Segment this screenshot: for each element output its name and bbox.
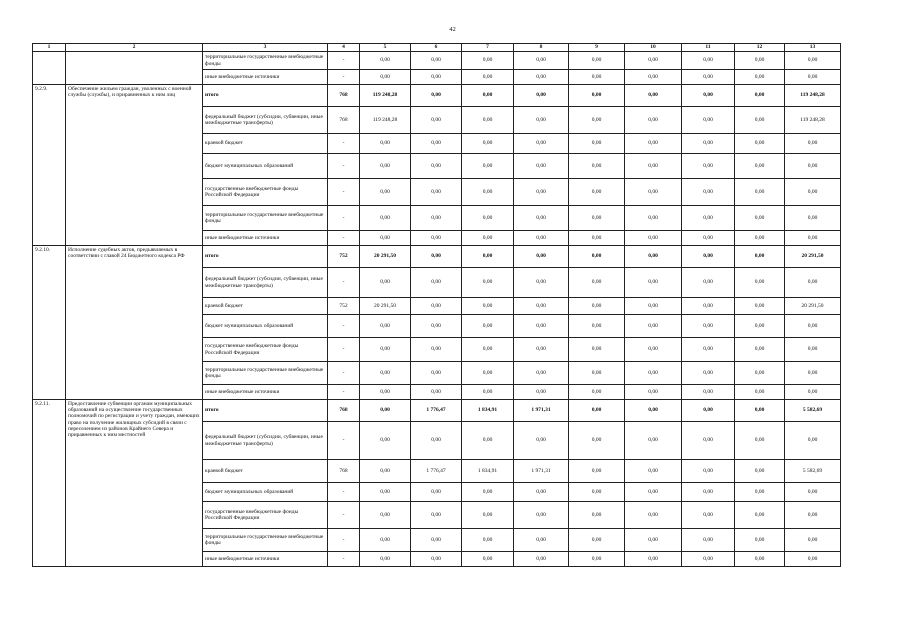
amount-cell: 0,00 bbox=[785, 134, 841, 154]
amount-cell: 0,00 bbox=[682, 385, 735, 400]
measure-code: 9.2.9. bbox=[33, 85, 66, 246]
amount-cell: 0,00 bbox=[682, 134, 735, 154]
funding-source: государственные внебюджетные фонды Российской Федерации bbox=[203, 179, 328, 206]
amount-cell: 0,00 bbox=[514, 134, 569, 154]
amount-cell: 0,00 bbox=[462, 134, 514, 154]
amount-cell: 5 582,69 bbox=[785, 460, 841, 483]
amount-cell: 0,00 bbox=[411, 107, 462, 134]
amount-cell: 0,00 bbox=[625, 385, 682, 400]
amount-cell: 0,00 bbox=[514, 338, 569, 362]
amount-cell: 0,00 bbox=[682, 460, 735, 483]
amount-cell: 0,00 bbox=[625, 85, 682, 107]
amount-cell: 0,00 bbox=[735, 70, 785, 85]
amount-cell: 119 248,28 bbox=[360, 85, 411, 107]
amount-cell: 0,00 bbox=[625, 315, 682, 338]
amount-cell: 0,00 bbox=[625, 107, 682, 134]
amount-cell: 20 291,50 bbox=[785, 298, 841, 315]
funding-source: краевой бюджет bbox=[203, 298, 328, 315]
amount-cell: 0,00 bbox=[411, 529, 462, 552]
amount-cell: 0,00 bbox=[569, 85, 625, 107]
amount-cell: 0,00 bbox=[625, 502, 682, 529]
amount-cell: 0,00 bbox=[514, 298, 569, 315]
funding-source: бюджет муниципальных образований bbox=[203, 483, 328, 502]
amount-cell: 0,00 bbox=[360, 134, 411, 154]
amount-cell: 0,00 bbox=[735, 206, 785, 231]
amount-cell: 0,00 bbox=[569, 107, 625, 134]
measure-code: 9.2.11. bbox=[33, 400, 66, 567]
budget-code: 752 bbox=[328, 246, 360, 268]
header-cell: 3 bbox=[203, 44, 328, 52]
budget-code: - bbox=[328, 268, 360, 298]
amount-cell: 0,00 bbox=[735, 246, 785, 268]
budget-code: - bbox=[328, 338, 360, 362]
amount-cell: 0,00 bbox=[360, 70, 411, 85]
amount-cell: 0,00 bbox=[785, 529, 841, 552]
amount-cell: 0,00 bbox=[625, 422, 682, 460]
amount-cell: 0,00 bbox=[514, 85, 569, 107]
amount-cell: 0,00 bbox=[569, 460, 625, 483]
amount-cell: 0,00 bbox=[682, 529, 735, 552]
amount-cell: 0,00 bbox=[625, 179, 682, 206]
amount-cell: 0,00 bbox=[514, 529, 569, 552]
amount-cell: 0,00 bbox=[735, 385, 785, 400]
amount-cell: 0,00 bbox=[735, 85, 785, 107]
amount-cell: 0,00 bbox=[462, 552, 514, 567]
amount-cell: 0,00 bbox=[360, 231, 411, 246]
amount-cell: 0,00 bbox=[462, 107, 514, 134]
amount-cell: 0,00 bbox=[360, 460, 411, 483]
amount-cell: 0,00 bbox=[682, 52, 735, 70]
amount-cell: 0,00 bbox=[625, 206, 682, 231]
amount-cell: 0,00 bbox=[682, 483, 735, 502]
budget-code: - bbox=[328, 206, 360, 231]
amount-cell: 0,00 bbox=[735, 52, 785, 70]
amount-cell: 20 291,50 bbox=[360, 298, 411, 315]
amount-cell: 0,00 bbox=[411, 315, 462, 338]
amount-cell: 0,00 bbox=[569, 70, 625, 85]
amount-cell: 0,00 bbox=[462, 385, 514, 400]
amount-cell: 5 582,69 bbox=[785, 400, 841, 422]
amount-cell: 0,00 bbox=[735, 179, 785, 206]
budget-code: - bbox=[328, 483, 360, 502]
amount-cell: 0,00 bbox=[462, 315, 514, 338]
funding-source: бюджет муниципальных образований bbox=[203, 154, 328, 179]
amount-cell: 0,00 bbox=[462, 298, 514, 315]
header-cell: 6 bbox=[411, 44, 462, 52]
budget-code: - bbox=[328, 70, 360, 85]
amount-cell: 0,00 bbox=[625, 52, 682, 70]
header-cell: 9 bbox=[569, 44, 625, 52]
funding-source: итого bbox=[203, 400, 328, 422]
amount-cell: 0,00 bbox=[462, 362, 514, 385]
budget-code: - bbox=[328, 502, 360, 529]
amount-cell: 0,00 bbox=[735, 552, 785, 567]
amount-cell: 0,00 bbox=[625, 460, 682, 483]
amount-cell: 0,00 bbox=[785, 338, 841, 362]
page-number: 42 bbox=[449, 26, 456, 33]
amount-cell: 0,00 bbox=[360, 52, 411, 70]
header-cell: 5 bbox=[360, 44, 411, 52]
amount-cell: 0,00 bbox=[682, 268, 735, 298]
amount-cell: 1 834,91 bbox=[462, 400, 514, 422]
amount-cell: 119 248,28 bbox=[785, 107, 841, 134]
amount-cell: 0,00 bbox=[735, 107, 785, 134]
amount-cell: 0,00 bbox=[514, 107, 569, 134]
amount-cell: 0,00 bbox=[360, 206, 411, 231]
budget-code: - bbox=[328, 385, 360, 400]
amount-cell: 0,00 bbox=[625, 552, 682, 567]
amount-cell: 0,00 bbox=[411, 298, 462, 315]
funding-source: краевой бюджет bbox=[203, 134, 328, 154]
budget-code: - bbox=[328, 315, 360, 338]
budget-code: - bbox=[328, 134, 360, 154]
amount-cell: 0,00 bbox=[682, 400, 735, 422]
amount-cell: 0,00 bbox=[785, 52, 841, 70]
amount-cell: 0,00 bbox=[514, 246, 569, 268]
amount-cell: 0,00 bbox=[682, 422, 735, 460]
budget-code: - bbox=[328, 52, 360, 70]
budget-code: 768 bbox=[328, 400, 360, 422]
amount-cell: 0,00 bbox=[785, 362, 841, 385]
budget-code: - bbox=[328, 422, 360, 460]
amount-cell: 0,00 bbox=[514, 154, 569, 179]
amount-cell: 0,00 bbox=[411, 85, 462, 107]
funding-source: иные внебюджетные источники bbox=[203, 70, 328, 85]
amount-cell: 0,00 bbox=[514, 385, 569, 400]
amount-cell: 0,00 bbox=[411, 422, 462, 460]
funding-source: федеральный бюджет (субсидии, субвенции, иные межбюджетные трансферты) bbox=[203, 422, 328, 460]
amount-cell: 0,00 bbox=[569, 502, 625, 529]
amount-cell: 0,00 bbox=[514, 362, 569, 385]
amount-cell: 0,00 bbox=[785, 154, 841, 179]
amount-cell: 0,00 bbox=[625, 529, 682, 552]
amount-cell: 1 776,47 bbox=[411, 400, 462, 422]
amount-cell: 0,00 bbox=[462, 85, 514, 107]
amount-cell: 20 291,50 bbox=[785, 246, 841, 268]
amount-cell: 0,00 bbox=[514, 483, 569, 502]
measure-name bbox=[66, 52, 203, 85]
amount-cell: 0,00 bbox=[785, 422, 841, 460]
amount-cell: 0,00 bbox=[682, 85, 735, 107]
amount-cell: 0,00 bbox=[569, 52, 625, 70]
funding-source: иные внебюджетные источники bbox=[203, 552, 328, 567]
header-cell: 13 bbox=[785, 44, 841, 52]
amount-cell: 0,00 bbox=[682, 552, 735, 567]
header-cell: 4 bbox=[328, 44, 360, 52]
amount-cell: 0,00 bbox=[682, 179, 735, 206]
amount-cell: 0,00 bbox=[411, 385, 462, 400]
amount-cell: 0,00 bbox=[514, 552, 569, 567]
amount-cell: 0,00 bbox=[682, 362, 735, 385]
amount-cell: 0,00 bbox=[360, 362, 411, 385]
amount-cell: 0,00 bbox=[785, 206, 841, 231]
amount-cell: 0,00 bbox=[514, 206, 569, 231]
amount-cell: 0,00 bbox=[682, 315, 735, 338]
amount-cell: 0,00 bbox=[360, 315, 411, 338]
amount-cell: 0,00 bbox=[411, 52, 462, 70]
amount-cell: 0,00 bbox=[735, 298, 785, 315]
amount-cell: 0,00 bbox=[411, 502, 462, 529]
amount-cell: 0,00 bbox=[625, 338, 682, 362]
amount-cell: 0,00 bbox=[360, 529, 411, 552]
amount-cell: 0,00 bbox=[682, 231, 735, 246]
amount-cell: 0,00 bbox=[462, 338, 514, 362]
amount-cell: 0,00 bbox=[682, 107, 735, 134]
funding-source: иные внебюджетные источники bbox=[203, 385, 328, 400]
amount-cell: 0,00 bbox=[569, 298, 625, 315]
amount-cell: 0,00 bbox=[569, 231, 625, 246]
funding-source: федеральный бюджет (субсидии, субвенции, иные межбюджетные трансферты) bbox=[203, 107, 328, 134]
amount-cell: 0,00 bbox=[682, 298, 735, 315]
amount-cell: 0,00 bbox=[514, 422, 569, 460]
amount-cell: 0,00 bbox=[514, 52, 569, 70]
amount-cell: 0,00 bbox=[462, 529, 514, 552]
amount-cell: 0,00 bbox=[625, 362, 682, 385]
amount-cell: 0,00 bbox=[411, 268, 462, 298]
amount-cell: 0,00 bbox=[625, 246, 682, 268]
budget-code: - bbox=[328, 552, 360, 567]
amount-cell: 0,00 bbox=[735, 460, 785, 483]
amount-cell: 0,00 bbox=[360, 154, 411, 179]
amount-cell: 0,00 bbox=[682, 154, 735, 179]
funding-source: государственные внебюджетные фонды Российской Федерации bbox=[203, 502, 328, 529]
amount-cell: 0,00 bbox=[411, 70, 462, 85]
funding-source: итого bbox=[203, 85, 328, 107]
amount-cell: 0,00 bbox=[785, 231, 841, 246]
budget-code: - bbox=[328, 179, 360, 206]
amount-cell: 0,00 bbox=[462, 52, 514, 70]
funding-source: федеральный бюджет (субсидии, субвенции, иные межбюджетные трансферты) bbox=[203, 268, 328, 298]
amount-cell: 119 248,28 bbox=[785, 85, 841, 107]
amount-cell: 0,00 bbox=[682, 502, 735, 529]
amount-cell: 0,00 bbox=[569, 134, 625, 154]
amount-cell: 0,00 bbox=[735, 483, 785, 502]
amount-cell: 0,00 bbox=[360, 400, 411, 422]
amount-cell: 0,00 bbox=[625, 298, 682, 315]
amount-cell: 0,00 bbox=[785, 502, 841, 529]
amount-cell: 0,00 bbox=[360, 179, 411, 206]
header-cell: 1 bbox=[33, 44, 66, 52]
amount-cell: 0,00 bbox=[682, 70, 735, 85]
amount-cell: 0,00 bbox=[735, 315, 785, 338]
funding-source: иные внебюджетные источники bbox=[203, 231, 328, 246]
amount-cell: 0,00 bbox=[569, 268, 625, 298]
amount-cell: 0,00 bbox=[411, 362, 462, 385]
budget-code: - bbox=[328, 362, 360, 385]
amount-cell: 0,00 bbox=[462, 483, 514, 502]
funding-source: итого bbox=[203, 246, 328, 268]
amount-cell: 0,00 bbox=[735, 134, 785, 154]
amount-cell: 0,00 bbox=[569, 483, 625, 502]
amount-cell: 0,00 bbox=[785, 268, 841, 298]
budget-code: - bbox=[328, 231, 360, 246]
measure-name: Обеспечение жильем граждан, уволенных с военной службы (службы), и приравненных к ним лиц bbox=[66, 85, 203, 246]
funding-source: бюджет муниципальных образований bbox=[203, 315, 328, 338]
amount-cell: 0,00 bbox=[514, 231, 569, 246]
amount-cell: 0,00 bbox=[360, 385, 411, 400]
amount-cell: 0,00 bbox=[682, 338, 735, 362]
header-row bbox=[33, 44, 841, 52]
amount-cell: 0,00 bbox=[360, 552, 411, 567]
header-cell: 10 bbox=[625, 44, 682, 52]
amount-cell: 0,00 bbox=[514, 268, 569, 298]
amount-cell: 0,00 bbox=[785, 70, 841, 85]
amount-cell: 1 834,91 bbox=[462, 460, 514, 483]
amount-cell: 0,00 bbox=[735, 422, 785, 460]
amount-cell: 0,00 bbox=[625, 268, 682, 298]
amount-cell: 0,00 bbox=[514, 70, 569, 85]
header-cell: 2 bbox=[66, 44, 203, 52]
amount-cell: 0,00 bbox=[625, 134, 682, 154]
amount-cell: 0,00 bbox=[411, 206, 462, 231]
amount-cell: 0,00 bbox=[360, 338, 411, 362]
amount-cell: 0,00 bbox=[462, 154, 514, 179]
amount-cell: 0,00 bbox=[411, 338, 462, 362]
amount-cell: 0,00 bbox=[785, 483, 841, 502]
amount-cell: 0,00 bbox=[569, 529, 625, 552]
amount-cell: 0,00 bbox=[735, 154, 785, 179]
header-cell: 12 bbox=[735, 44, 785, 52]
amount-cell: 0,00 bbox=[569, 552, 625, 567]
amount-cell: 0,00 bbox=[462, 206, 514, 231]
table-row bbox=[33, 52, 841, 70]
amount-cell: 0,00 bbox=[411, 179, 462, 206]
amount-cell: 0,00 bbox=[514, 179, 569, 206]
funding-source: территориальные государственные внебюджетные фонды bbox=[203, 52, 328, 70]
amount-cell: 0,00 bbox=[625, 70, 682, 85]
budget-code: 768 bbox=[328, 85, 360, 107]
amount-cell: 0,00 bbox=[625, 231, 682, 246]
table-row bbox=[33, 85, 841, 107]
amount-cell: 0,00 bbox=[462, 70, 514, 85]
amount-cell: 1 776,47 bbox=[411, 460, 462, 483]
amount-cell: 0,00 bbox=[569, 315, 625, 338]
amount-cell: 0,00 bbox=[785, 179, 841, 206]
table-row bbox=[33, 400, 841, 422]
budget-code: 768 bbox=[328, 460, 360, 483]
amount-cell: 0,00 bbox=[735, 338, 785, 362]
header-cell: 11 bbox=[682, 44, 735, 52]
header-cell: 7 bbox=[462, 44, 514, 52]
amount-cell: 0,00 bbox=[682, 246, 735, 268]
amount-cell: 119 248,28 bbox=[360, 107, 411, 134]
funding-source: государственные внебюджетные фонды Российской Федерации bbox=[203, 338, 328, 362]
amount-cell: 0,00 bbox=[735, 362, 785, 385]
amount-cell: 0,00 bbox=[569, 385, 625, 400]
amount-cell: 0,00 bbox=[462, 268, 514, 298]
funding-source: краевой бюджет bbox=[203, 460, 328, 483]
funding-source: территориальные государственные внебюджетные фонды bbox=[203, 362, 328, 385]
amount-cell: 0,00 bbox=[462, 231, 514, 246]
amount-cell: 0,00 bbox=[785, 315, 841, 338]
funding-source: территориальные государственные внебюджетные фонды bbox=[203, 206, 328, 231]
amount-cell: 0,00 bbox=[514, 502, 569, 529]
measure-name: Предоставление субвенции органам муниципальных образований на осуществление государственных полномочий по регистрации и учету граждан, имеющих право на получение жилищных субсидий в связи с переселением из районов Крайнего Севера и приравненных к ним местностей bbox=[66, 400, 203, 567]
budget-code: - bbox=[328, 154, 360, 179]
amount-cell: 20 291,50 bbox=[360, 246, 411, 268]
amount-cell: 0,00 bbox=[785, 385, 841, 400]
amount-cell: 0,00 bbox=[735, 268, 785, 298]
amount-cell: 1 971,31 bbox=[514, 460, 569, 483]
amount-cell: 0,00 bbox=[735, 231, 785, 246]
budget-code: 768 bbox=[328, 107, 360, 134]
amount-cell: 0,00 bbox=[625, 400, 682, 422]
amount-cell: 0,00 bbox=[411, 231, 462, 246]
amount-cell: 0,00 bbox=[569, 422, 625, 460]
amount-cell: 0,00 bbox=[360, 502, 411, 529]
amount-cell: 0,00 bbox=[411, 246, 462, 268]
amount-cell: 0,00 bbox=[569, 362, 625, 385]
amount-cell: 1 971,31 bbox=[514, 400, 569, 422]
amount-cell: 0,00 bbox=[514, 315, 569, 338]
amount-cell: 0,00 bbox=[411, 134, 462, 154]
amount-cell: 0,00 bbox=[569, 400, 625, 422]
amount-cell: 0,00 bbox=[462, 502, 514, 529]
amount-cell: 0,00 bbox=[569, 179, 625, 206]
budget-table bbox=[32, 43, 841, 567]
amount-cell: 0,00 bbox=[625, 154, 682, 179]
amount-cell: 0,00 bbox=[682, 206, 735, 231]
funding-source: территориальные государственные внебюджетные фонды bbox=[203, 529, 328, 552]
table-row bbox=[33, 246, 841, 268]
amount-cell: 0,00 bbox=[785, 552, 841, 567]
amount-cell: 0,00 bbox=[625, 483, 682, 502]
amount-cell: 0,00 bbox=[569, 154, 625, 179]
amount-cell: 0,00 bbox=[360, 422, 411, 460]
amount-cell: 0,00 bbox=[569, 338, 625, 362]
budget-code: 752 bbox=[328, 298, 360, 315]
amount-cell: 0,00 bbox=[735, 502, 785, 529]
amount-cell: 0,00 bbox=[462, 246, 514, 268]
measure-code bbox=[33, 52, 66, 85]
budget-code: - bbox=[328, 529, 360, 552]
amount-cell: 0,00 bbox=[462, 179, 514, 206]
amount-cell: 0,00 bbox=[411, 552, 462, 567]
header-cell: 8 bbox=[514, 44, 569, 52]
amount-cell: 0,00 bbox=[569, 206, 625, 231]
amount-cell: 0,00 bbox=[360, 268, 411, 298]
amount-cell: 0,00 bbox=[735, 400, 785, 422]
measure-name: Исполнение судебных актов, предъявляемых в соответствии с главой 24 Бюджетного кодекса РФ bbox=[66, 246, 203, 400]
measure-code: 9.2.10. bbox=[33, 246, 66, 400]
amount-cell: 0,00 bbox=[735, 529, 785, 552]
amount-cell: 0,00 bbox=[411, 154, 462, 179]
amount-cell: 0,00 bbox=[569, 246, 625, 268]
amount-cell: 0,00 bbox=[360, 483, 411, 502]
amount-cell: 0,00 bbox=[411, 483, 462, 502]
amount-cell: 0,00 bbox=[462, 422, 514, 460]
